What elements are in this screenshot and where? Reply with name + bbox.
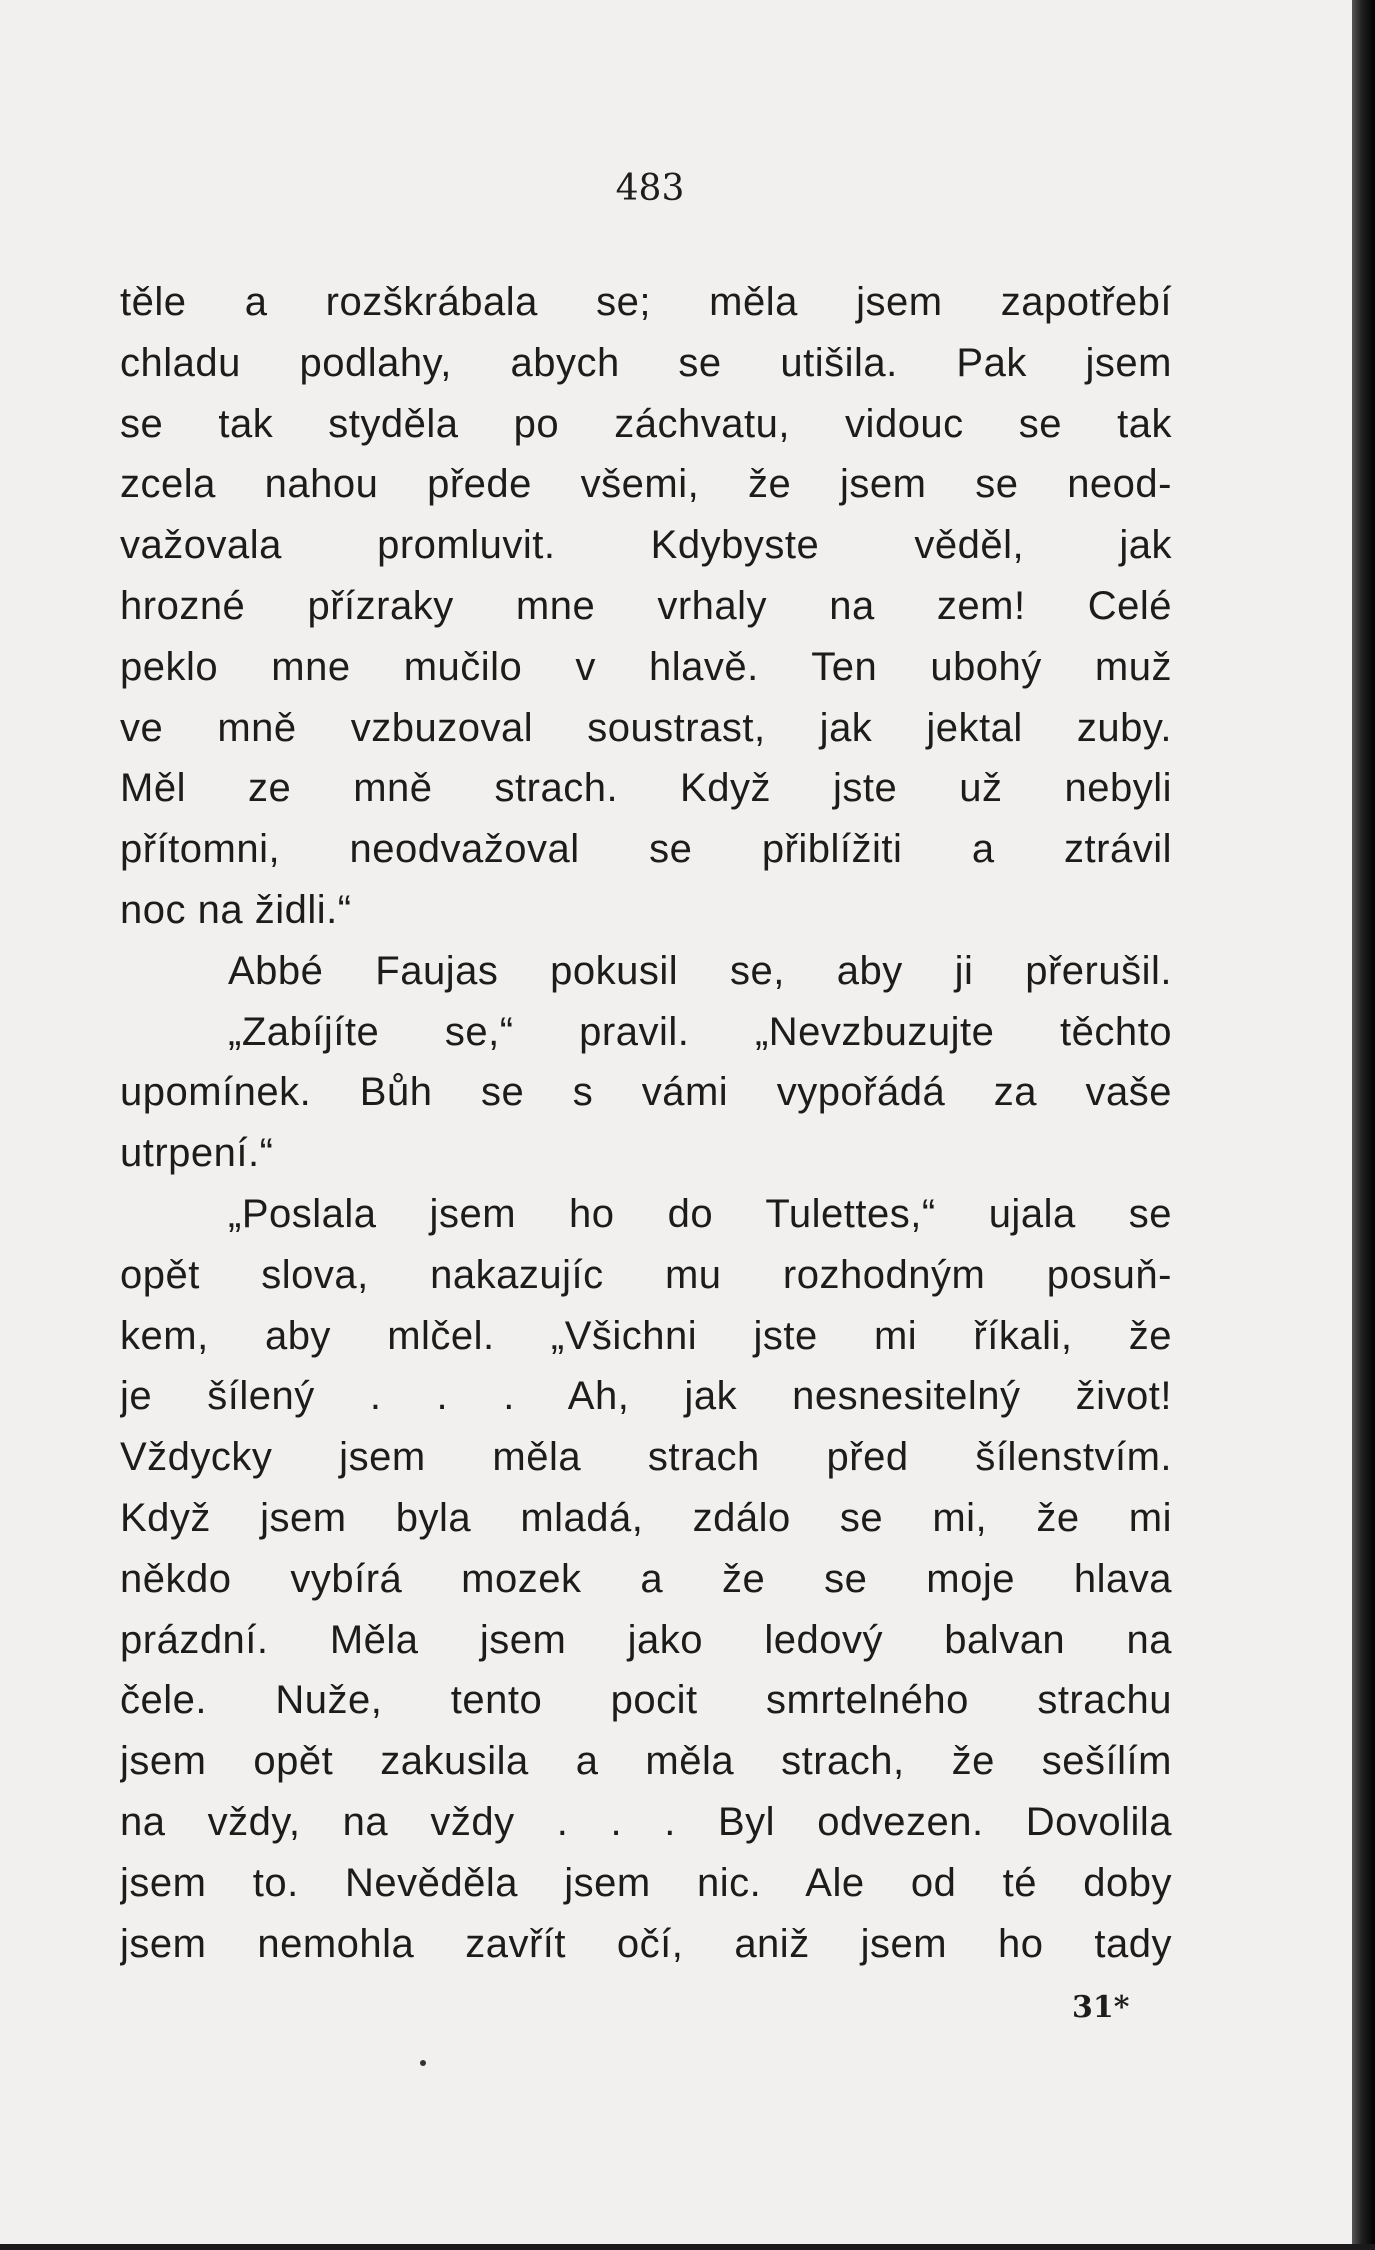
- text-line: Když jsem byla mladá, zdálo se mi, že mi: [120, 1495, 1172, 1540]
- text-line: prázdní. Měla jsem jako ledový balvan na: [120, 1617, 1172, 1662]
- text-line: těle a rozškrábala se; měla jsem zapotřebí: [120, 280, 1172, 324]
- text-line: se tak styděla po záchvatu, vidouc se tak: [120, 401, 1172, 446]
- text-line: přítomni, neodvažoval se přiblížiti a ztrávil: [120, 827, 1172, 872]
- text-line: kem, aby mlčel. „Všichni jste mi říkali, že: [120, 1313, 1172, 1358]
- text-line: hrozné přízraky mne vrhaly na zem! Celé: [120, 583, 1172, 628]
- text-line: na vždy, na vždy . . . Byl odvezen. Dovolila: [120, 1799, 1172, 1844]
- scan-edge-right: [1352, 0, 1375, 2250]
- text-line: Abbé Faujas pokusil se, aby ji přerušil.: [228, 948, 1172, 993]
- scan-edge-bottom: [0, 2244, 1375, 2250]
- text-line: ve mně vzbuzoval soustrast, jak jektal zuby.: [120, 705, 1172, 750]
- text-line: zcela nahou přede všemi, že jsem se neod-: [120, 462, 1172, 507]
- text-line: jsem opět zakusila a měla strach, že sešílím: [120, 1739, 1172, 1784]
- text-line: Vždycky jsem měla strach před šílenstvím.: [120, 1435, 1172, 1480]
- text-line: upomínek. Bůh se s vámi vypořádá za vaše: [120, 1070, 1172, 1115]
- text-line: chladu podlahy, abych se utišila. Pak jsem: [120, 340, 1172, 385]
- signature-mark: 31*: [1072, 1990, 1130, 2025]
- text-line: noc na židli.“: [120, 887, 352, 932]
- paper-speck: [420, 2060, 426, 2066]
- text-line: utrpení.“: [120, 1131, 274, 1176]
- text-line: Měl ze mně strach. Když jste už nebyli: [120, 766, 1172, 811]
- text-line: važovala promluvit. Kdybyste věděl, jak: [120, 523, 1172, 568]
- page-number: 483: [615, 168, 685, 209]
- text-line: „Zabíjíte se,“ pravil. „Nevzbuzujte těchto: [228, 1009, 1172, 1054]
- body-text: [120, 272, 1172, 1974]
- text-line: peklo mne mučilo v hlavě. Ten ubohý muž: [120, 644, 1172, 689]
- text-line: „Poslala jsem ho do Tulettes,“ ujala se: [228, 1191, 1172, 1236]
- text-line: je šílený . . . Ah, jak nesnesitelný život!: [120, 1374, 1172, 1419]
- text-line: opět slova, nakazujíc mu rozhodným posuň-: [120, 1252, 1172, 1297]
- text-line: čele. Nuže, tento pocit smrtelného strachu: [120, 1678, 1172, 1723]
- text-line: jsem to. Nevěděla jsem nic. Ale od té doby: [120, 1860, 1172, 1905]
- text-line: jsem nemohla zavřít očí, aniž jsem ho tady: [120, 1921, 1172, 1966]
- text-line: někdo vybírá mozek a že se moje hlava: [120, 1556, 1172, 1601]
